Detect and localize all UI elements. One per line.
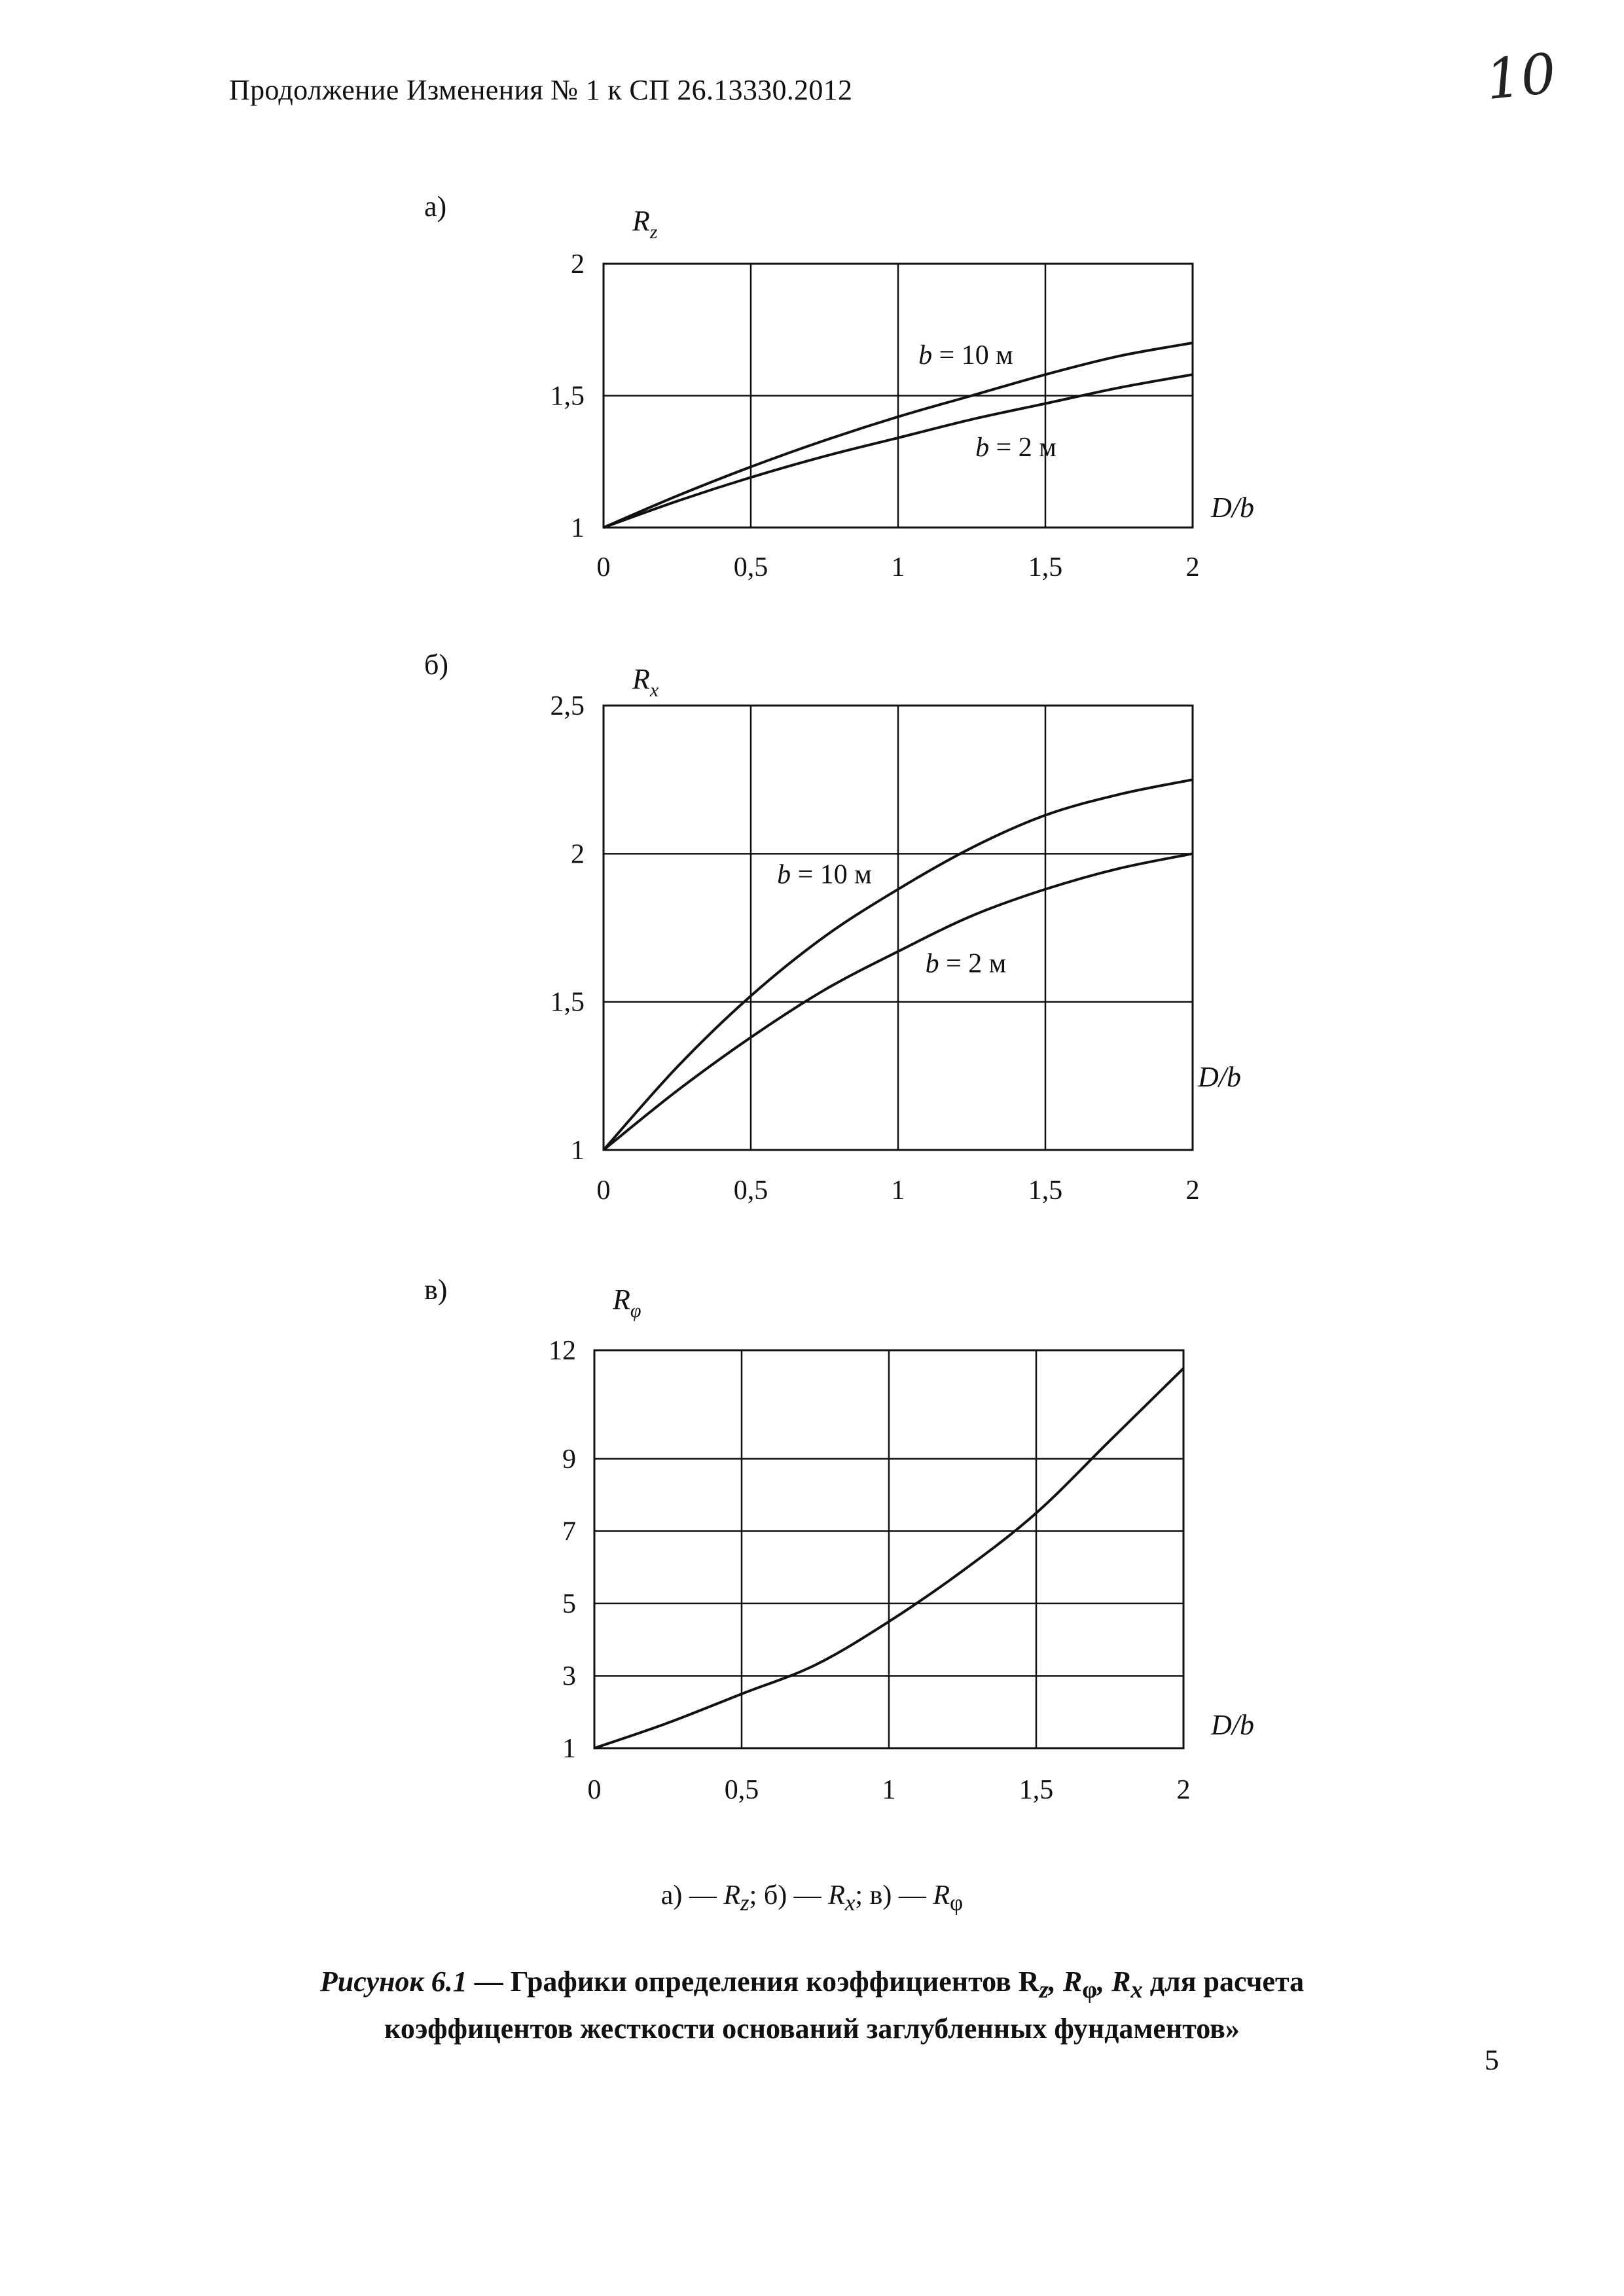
- x-tick-label: 1,5: [1019, 1775, 1054, 1805]
- legend-rphi-sub: φ: [950, 1890, 964, 1916]
- x-axis-label: D/b: [1211, 1709, 1254, 1741]
- legend-a: а) —: [660, 1880, 724, 1910]
- caption-text-1: — Графики определения коэффициентов R: [467, 1965, 1039, 1998]
- x-tick-label: 2: [1176, 1775, 1191, 1805]
- y-tick-label: 1,5: [550, 381, 585, 412]
- x-tick-label: 1: [882, 1775, 896, 1805]
- legend-sep1: ; б) —: [749, 1880, 829, 1910]
- x-axis-label: D/b: [1198, 1061, 1241, 1093]
- x-tick-label: 1: [891, 1175, 905, 1206]
- caption-line-2: коэффицентов жесткости оснований заглубленных фундаментов»: [384, 2012, 1240, 2045]
- y-tick-label: 12: [549, 1336, 576, 1366]
- panel-letter-a: а): [424, 190, 447, 223]
- caption-rz-sub: z: [1039, 1975, 1049, 2003]
- caption-line-1: [0, 1962, 1624, 2009]
- legend-sep2: ; в) —: [855, 1880, 933, 1910]
- y-tick-label: 1: [571, 513, 585, 543]
- page-number: 5: [1485, 2044, 1499, 2076]
- y-tick-label: 7: [562, 1516, 576, 1547]
- legend-rx: R: [828, 1880, 845, 1910]
- x-tick-label: 1: [891, 552, 905, 583]
- legend-rz-sub: z: [740, 1890, 749, 1916]
- y-tick-label: 5: [562, 1588, 576, 1619]
- panel-letter-c: в): [424, 1274, 448, 1306]
- caption-rphi-sub: φ: [1082, 1975, 1098, 2003]
- panel-letter-b: б): [424, 649, 449, 681]
- y-tick-label: 1,5: [550, 987, 585, 1018]
- x-tick-label: 0: [587, 1775, 602, 1805]
- x-tick-label: 0,5: [724, 1775, 759, 1805]
- x-tick-label: 1,5: [1028, 1175, 1063, 1206]
- x-tick-label: 2: [1185, 1175, 1200, 1206]
- caption-comma1: , R: [1048, 1965, 1083, 1998]
- x-tick-label: 0,5: [733, 552, 768, 583]
- x-tick-label: 1,5: [1028, 552, 1063, 583]
- y-tick-label: 3: [562, 1661, 576, 1692]
- caption-text-end: для расчета: [1142, 1965, 1305, 1998]
- x-tick-label: 0: [596, 1175, 611, 1206]
- caption-rx-sub: x: [1130, 1975, 1143, 2003]
- figure-legend: [0, 1880, 1624, 1916]
- document-header: Продолжение Изменения № 1 к СП 26.13330.2012: [229, 74, 853, 106]
- y-tick-label: 2: [571, 249, 585, 279]
- y-axis-label: $R_z$: [632, 205, 658, 243]
- y-tick-label: 9: [562, 1444, 576, 1475]
- y-axis-label: $R_\varphi$: [613, 1283, 641, 1321]
- legend-rz: R: [723, 1880, 741, 1910]
- y-tick-label: 1: [571, 1136, 585, 1166]
- series-label: b = 2 м: [975, 433, 1056, 463]
- y-tick-label: 2,5: [550, 691, 585, 721]
- handwritten-page-mark: 10: [1483, 41, 1559, 113]
- x-tick-label: 2: [1185, 552, 1200, 583]
- x-axis-label: D/b: [1211, 492, 1254, 524]
- figure-caption: [0, 1962, 1624, 2049]
- y-tick-label: 2: [571, 839, 585, 870]
- x-tick-label: 0,5: [733, 1175, 768, 1206]
- series-label: b = 10 м: [777, 859, 872, 890]
- series-label: b = 10 м: [918, 340, 1013, 371]
- caption-figure-number: Рисунок 6.1: [319, 1965, 467, 1998]
- y-axis-label: $R_x$: [632, 663, 659, 701]
- series-label: b = 2 м: [925, 948, 1007, 979]
- y-tick-label: 1: [562, 1734, 576, 1764]
- legend-rx-sub: x: [844, 1890, 856, 1916]
- x-tick-label: 0: [596, 552, 611, 583]
- caption-comma2: , R: [1097, 1965, 1131, 1998]
- legend-rphi: R: [933, 1880, 950, 1910]
